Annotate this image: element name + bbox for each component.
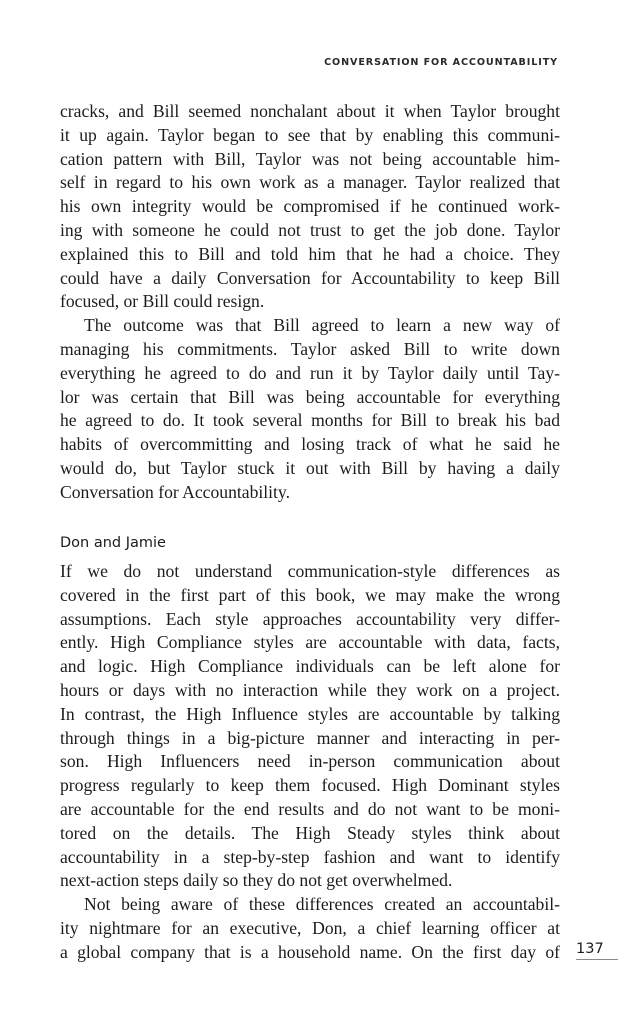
- page-number: 137: [576, 941, 618, 960]
- text-line: explained this to Bill and told him that he had a choice. They: [60, 243, 560, 264]
- text-line: it up again. Taylor began to see that by enabling this communi-: [60, 124, 560, 145]
- text-line: son. High Influencers need in-person communication about: [60, 751, 560, 772]
- paragraph: [60, 314, 560, 504]
- text-line: habits of overcommitting and losing track of what he said he: [60, 434, 560, 455]
- text-line: next-action steps daily so they do not get overwhelmed.: [60, 870, 453, 891]
- text-line: ently. High Compliance styles are accountable with data, facts,: [60, 632, 560, 653]
- text-line: managing his commitments. Taylor asked Bill to write down: [60, 338, 560, 359]
- text-line: cracks, and Bill seemed nonchalant about it when Taylor brought: [60, 101, 560, 121]
- text-line: If we do not understand communication-style differences as: [60, 561, 560, 581]
- text-line: Not being aware of these differences created an accountabil-: [84, 894, 560, 915]
- text-line: he agreed to do. It took several months for Bill to break his bad: [60, 410, 560, 431]
- text-line: Conversation for Accountability.: [60, 481, 290, 502]
- text-line: hours or days with no interaction while they work on a project.: [60, 679, 560, 700]
- text-line: cation pattern with Bill, Taylor was not being accountable him-: [60, 148, 560, 169]
- paragraph: [60, 560, 560, 893]
- text-line: lor was certain that Bill was being accountable for everything: [60, 386, 560, 407]
- text-line: ity nightmare for an executive, Don, a chief learning officer at: [60, 917, 560, 938]
- text-line: are accountable for the end results and do not want to be moni-: [60, 798, 560, 819]
- text-line: his own integrity would be compromised if he continued work-: [60, 196, 560, 217]
- text-line: In contrast, the High Influence styles are accountable by talking: [60, 703, 560, 724]
- text-line: tored on the details. The High Steady styles think about: [60, 822, 560, 843]
- text-line: and logic. High Compliance individuals can be left alone for: [60, 656, 560, 677]
- text-line: everything he agreed to do and run it by Taylor daily until Tay-: [60, 362, 560, 383]
- text-line: progress regularly to keep them focused. High Dominant styles: [60, 775, 560, 796]
- body-text-bottom: [60, 560, 560, 965]
- text-line: covered in the first part of this book, we may make the wrong: [60, 584, 560, 605]
- text-line: through things in a big-picture manner and interacting in per-: [60, 727, 560, 748]
- text-line: could have a daily Conversation for Accountability to keep Bill: [60, 267, 560, 288]
- paragraph: [60, 893, 560, 964]
- paragraph: [60, 100, 560, 314]
- running-head: CONVERSATION FOR ACCOUNTABILITY: [324, 57, 558, 68]
- text-line: accountability in a step-by-step fashion and want to identify: [60, 846, 560, 867]
- text-line: assumptions. Each style approaches accountability very differ-: [60, 608, 560, 629]
- text-line: a global company that is a household name. On the first day of: [60, 941, 560, 962]
- text-line: self in regard to his own work as a manager. Taylor realized that: [60, 172, 560, 193]
- body-text-top: [60, 100, 560, 505]
- section-subhead: Don and Jamie: [60, 535, 166, 551]
- text-line: would do, but Taylor stuck it out with Bill by having a daily: [60, 457, 560, 478]
- text-line: focused, or Bill could resign.: [60, 291, 265, 312]
- text-line: The outcome was that Bill agreed to learn a new way of: [84, 315, 560, 336]
- text-line: ing with someone he could not trust to get the job done. Taylor: [60, 219, 560, 240]
